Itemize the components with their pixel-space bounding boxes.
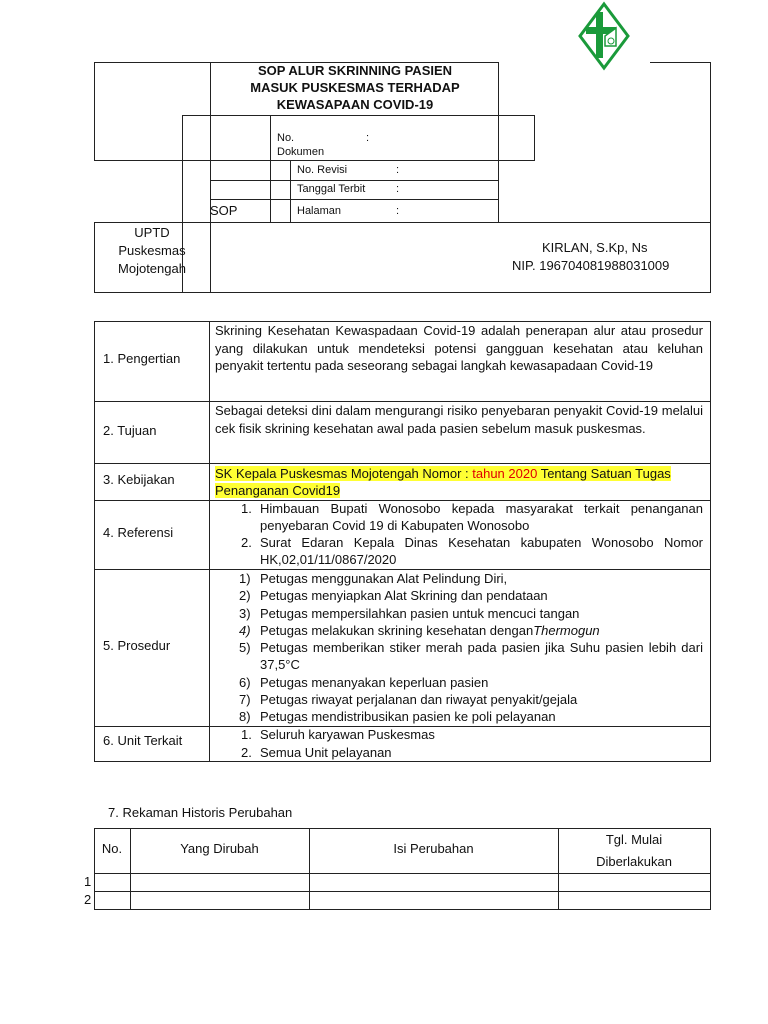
rekaman-heading: 7. Rekaman Historis Perubahan	[108, 805, 293, 820]
list-item: 1. Himbauan Bupati Wonosobo kepada masyarakat terkait penanganan penyebaran Covid 19 di Kabupaten Wonosobo	[241, 501, 703, 533]
unit-terkait-label: 6. Unit Terkait	[103, 733, 183, 748]
no-revisi-label: No. Revisi	[297, 164, 348, 176]
list-item: 6) Petugas menanyakan keperluan pasien	[239, 674, 489, 690]
prosedur-label: 5. Prosedur	[103, 638, 171, 653]
list-item: 1) Petugas menggunakan Alat Pelindung Diri,	[239, 571, 508, 586]
row-number-1: 1	[84, 874, 92, 889]
list-item: 2. Semua Unit pelayanan	[241, 744, 392, 760]
list-item: 1. Seluruh karyawan Puskesmas	[241, 727, 435, 742]
kebijakan-part-1: SK Kepala Puskesmas Mojotengah Nomor :	[215, 466, 473, 481]
tanggal-terbit-label: Tanggal Terbit	[297, 183, 366, 195]
pengertian-label: 1. Pengertian	[103, 351, 181, 366]
unit-terkait-list	[215, 726, 703, 761]
col-tgl-mulai-line-2: Diberlakukan	[596, 854, 672, 869]
halaman-label: Halaman	[297, 205, 342, 217]
referensi-list	[215, 500, 703, 568]
tujuan-text: Sebagai deteksi dini dalam mengurangi risiko penyebaran penyakit Covid-19 melalui cek fisik skrining kesehatan awal pada pasien sebelum masuk puskesmas.	[215, 403, 703, 436]
uptd-line-3: Mojotengah	[118, 261, 186, 276]
list-item: 2. Surat Edaran Kepala Dinas Kesehatan kabupaten Wonosobo Nomor HK,02,01/11/0867/2020	[241, 535, 703, 567]
title-line-2: MASUK PUSKESMAS TERHADAP	[250, 80, 460, 95]
tanggal-terbit-colon: :	[396, 183, 400, 195]
document-title	[212, 62, 498, 113]
col-tgl-mulai-line-1: Tgl. Mulai	[605, 832, 663, 847]
no-dokumen-colon: :	[366, 132, 370, 144]
list-item: 4) Petugas melakukan skrining kesehatan denganThermogun	[239, 622, 600, 638]
kebijakan-part-2: Tentang Satuan Tugas Penanganan Covid19	[215, 466, 671, 498]
uptd-line-1: UPTD	[134, 225, 170, 240]
referensi-label: 4. Referensi	[103, 525, 174, 540]
list-item: 2) Petugas menyiapkan Alat Skrining dan pendataan	[239, 588, 548, 604]
halaman-colon: :	[396, 205, 400, 217]
sop-label: SOP	[210, 203, 238, 218]
list-item: 8) Petugas mendistribusikan pasien ke poli pelayanan	[239, 709, 556, 725]
kebijakan-year: tahun 2020	[472, 466, 538, 481]
kebijakan-label: 3. Kebijakan	[103, 472, 175, 487]
prosedur-list	[215, 570, 703, 726]
list-item: 7) Petugas riwayat perjalanan dan riwayat penyakit/gejala	[239, 692, 578, 708]
signatory-nip: NIP. 196704081988031009	[512, 258, 670, 273]
list-item: 3) Petugas mempersilahkan pasien untuk mencuci tangan	[239, 605, 580, 621]
col-no-header: No.	[101, 841, 123, 856]
list-item: 5) Petugas memberikan stiker merah pada pasien jika Suhu pasien lebih dari 37,5°C	[239, 640, 703, 673]
col-tgl-mulai-header	[558, 829, 710, 873]
title-line-1: SOP ALUR SKRINNING PASIEN	[257, 63, 453, 78]
uptd-name	[108, 224, 196, 278]
pengertian-text: Skrining Kesehatan Kewaspadaan Covid-19 adalah penerapan alur atau prosedur yang dilakukan untuk mendeteksi potensi gangguan kesehatan atau keluhan penyakit tertentu pada seseorang sebagai langkah kewasapadaan Covid-19	[215, 323, 703, 373]
tujuan-label: 2. Tujuan	[103, 423, 157, 438]
no-revisi-colon: :	[396, 164, 400, 176]
title-line-3: KEWASAPAAN COVID-19	[276, 97, 434, 112]
col-yang-dirubah-header: Yang Dirubah	[180, 841, 259, 856]
kebijakan-text	[215, 465, 705, 499]
col-isi-perubahan-header: Isi Perubahan	[393, 841, 474, 856]
uptd-line-2: Puskesmas	[118, 243, 186, 258]
puskesmas-logo-icon	[556, 0, 652, 82]
no-dokumen-label: No. Dokumen	[277, 132, 325, 158]
signatory-name: KIRLAN, S.Kp, Ns	[542, 240, 648, 255]
row-number-2: 2	[84, 892, 92, 907]
